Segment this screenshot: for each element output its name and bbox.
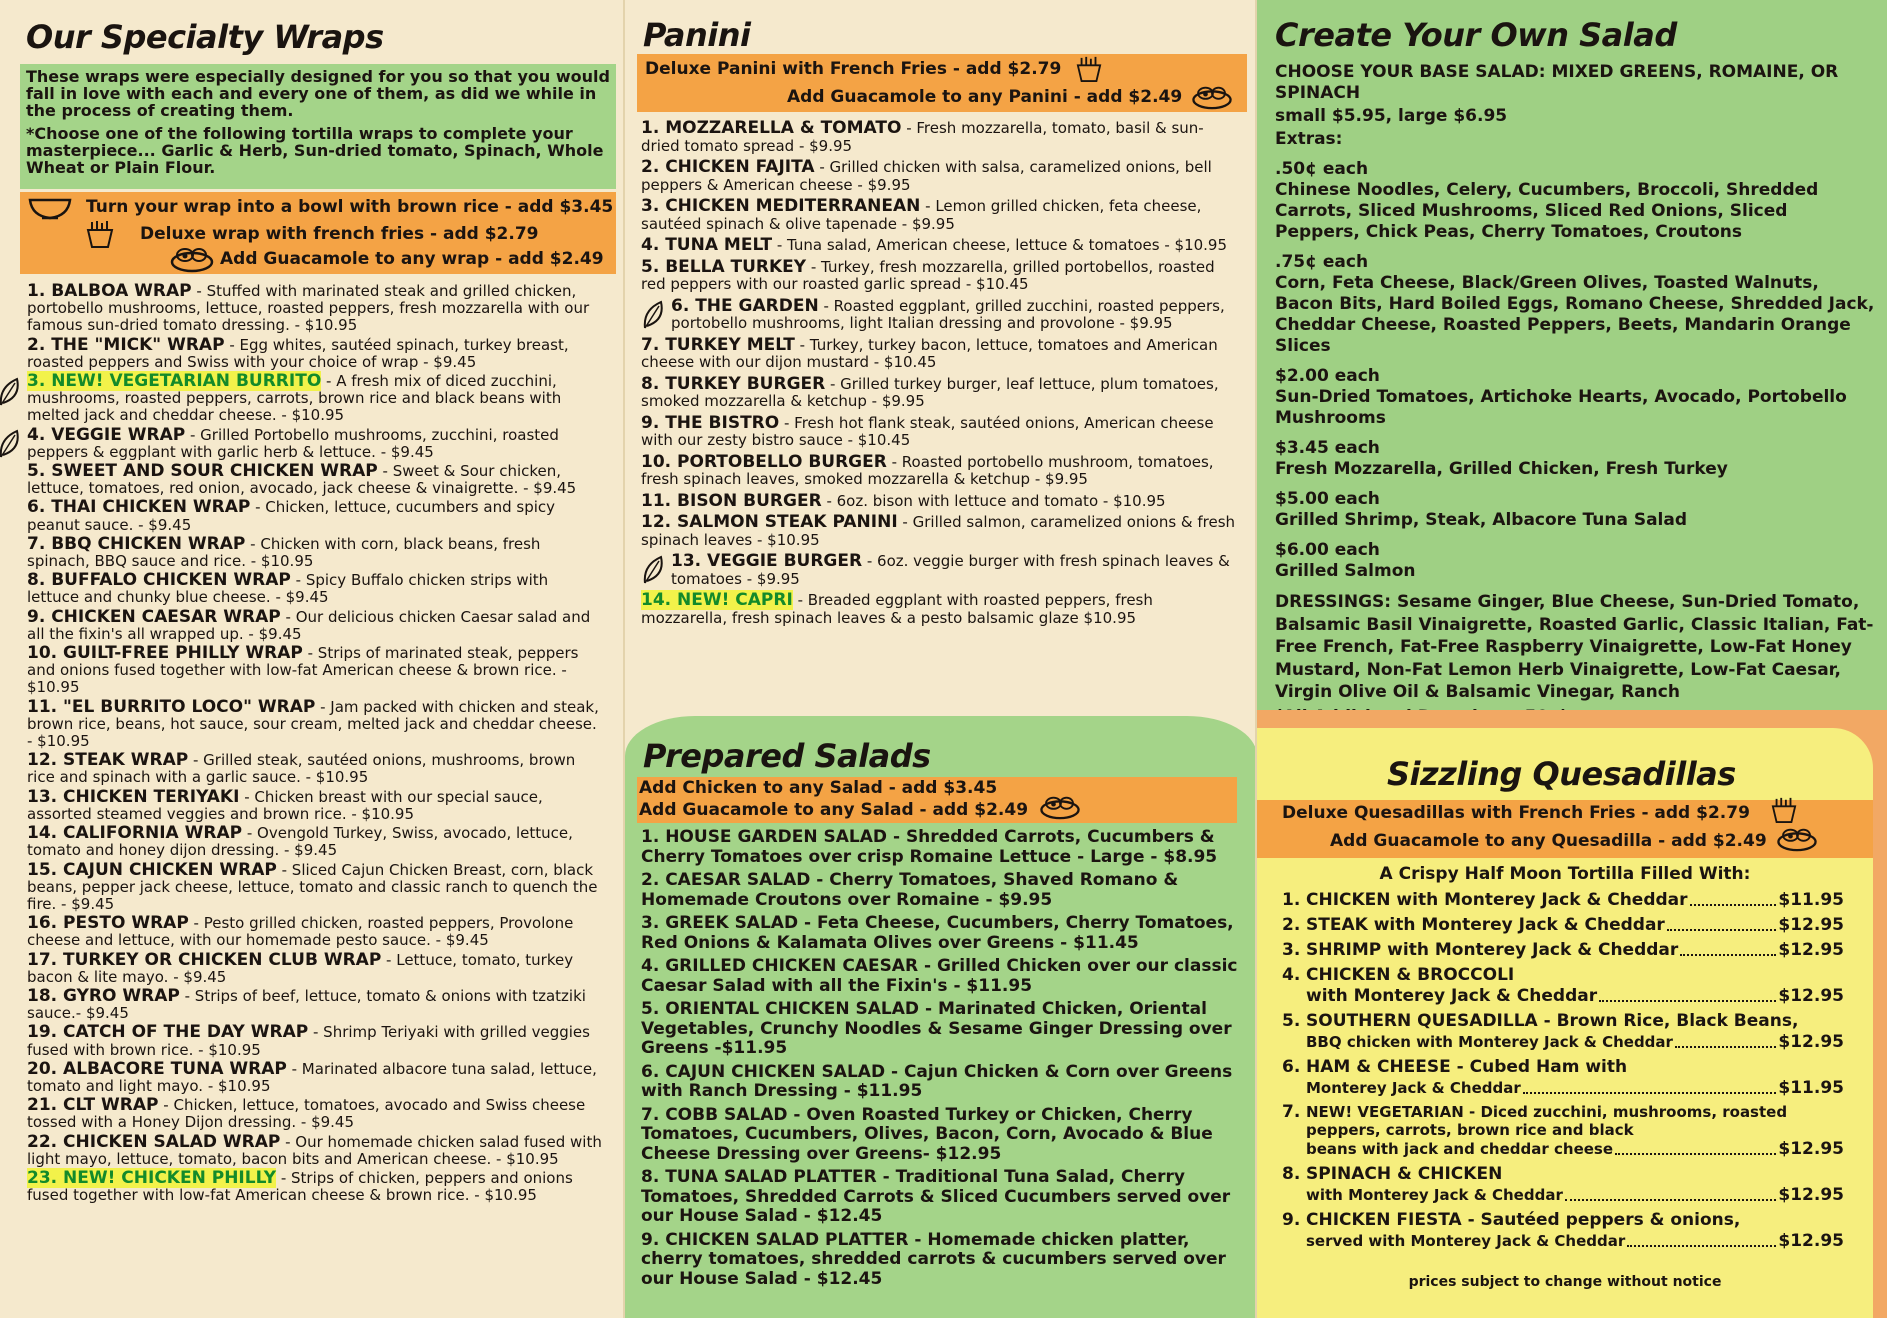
extras-items: Grilled Shrimp, Steak, Albacore Tuna Salad <box>1275 510 1688 530</box>
extras-price: .75¢ each <box>1275 252 1369 272</box>
wraps-addon-bar <box>20 192 616 274</box>
price-disclaimer: prices subject to change without notice <box>1408 1274 1722 1290</box>
list-item: 7. BBQ CHICKEN WRAP - Chicken with corn, black beans, fresh spinach, BBQ sauce and rice. - $10.95 <box>27 533 541 571</box>
list-item: 6. THE GARDEN - Roasted eggplant, grilled zucchini, roasted peppers, portobello mushrooms, light Italian dressing and provolone - $9.95 <box>641 298 1241 333</box>
list-item: 8. TUNA SALAD PLATTER - Traditional Tuna Salad, Cherry Tomatoes, Shredded Carrots & Sliced Cucumbers served over our House Salad - $12.45 <box>641 1167 1231 1226</box>
list-item: 12. STEAK WRAP - Grilled steak, sautéed onions, mushrooms, brown rice and spinach with a garlic sauce. - $10.95 <box>27 750 576 787</box>
base-salad-choice: CHOOSE YOUR BASE SALAD: MIXED GREENS, ROMAINE, OR SPINACH <box>1275 62 1839 103</box>
list-item: 5. SOUTHERN QUESADILLA - Brown Rice, Black Beans, BBQ chicken with Monterey Jack & Cheddar $12.95 <box>1282 1011 1844 1052</box>
list-item: 1. MOZZARELLA & TOMATO - Fresh mozzarella, tomato, basil & sun-dried tomato spread - $9.95 <box>641 118 1204 155</box>
quesadilla-addon-2-row <box>1330 830 1819 852</box>
list-item: 2. STEAK with Monterey Jack & Cheddar $12.95 <box>1282 915 1844 935</box>
extras-price: $2.00 each <box>1275 366 1380 386</box>
create-salad-title: Create Your Own Salad <box>1275 16 1677 54</box>
list-item: 4. TUNA MELT - Tuna salad, American cheese, lettuce & tomatoes - $10.95 <box>641 235 1228 255</box>
list-item: 20. ALBACORE TUNA WRAP - Marinated albacore tuna salad, lettuce, tomato and light mayo. - $10.95 <box>27 1058 597 1095</box>
guacamole-icon <box>1038 794 1082 820</box>
extras-items: Grilled Salmon <box>1275 561 1416 581</box>
list-item: 6. HAM & CHEESE - Cubed Ham with Monterey Jack & Cheddar $11.95 <box>1282 1057 1844 1098</box>
list-item: 21. CLT WRAP - Chicken, lettuce, tomatoes, avocado and Swiss cheese tossed with a Honey Dijon dressing. - $9.45 <box>27 1095 586 1132</box>
extras-items: Sun-Dried Tomatoes, Artichoke Hearts, Avocado, Portobello Mushrooms <box>1275 387 1847 428</box>
list-item: 9. CHICKEN CAESAR WRAP - Our delicious chicken Caesar salad and all the fixin's all wrapped up. - $9.45 <box>27 606 591 643</box>
list-item: 7. COBB SALAD - Oven Roasted Turkey or Chicken, Cherry Tomatoes, Cucumbers, Olives, Bacon, Corn, Avocado & Blue Cheese Dressing over Greens- $12.95 <box>641 1104 1213 1164</box>
guacamole-icon <box>170 245 214 273</box>
list-item: 2. CAESAR SALAD - Cherry Tomatoes, Shaved Romano & Homemade Croutons over Romaine - $9.95 <box>641 870 1179 910</box>
leaf-icon <box>641 300 665 330</box>
wraps-panel <box>0 0 625 1318</box>
list-item: 1. HOUSE GARDEN SALAD - Shredded Carrots, Cucumbers & Cherry Tomatoes over crisp Romaine Lettuce - Large - $8.95 <box>641 827 1218 867</box>
list-item: 22. CHICKEN SALAD WRAP - Our homemade chicken salad fused with light mayo, lettuce, tomato, bacon bits and American cheese. - $10.95 <box>27 1131 602 1168</box>
prepared-addon-2-row <box>639 800 1082 820</box>
leaf-icon <box>641 555 665 585</box>
list-item: 13. VEGGIE BURGER - 6oz. veggie burger with fresh spinach leaves & tomatoes - $9.95 <box>641 553 1241 588</box>
list-item: 3. NEW! VEGETARIAN BURRITO - A fresh mix of diced zucchini, mushrooms, roasted peppers, carrots, brown rice and black beans with melted jack and cheddar cheese. - $10.95 <box>0 373 605 425</box>
panini-addon-2-row <box>787 84 1234 110</box>
extras-price: $5.00 each <box>1275 489 1380 509</box>
list-item: 13. CHICKEN TERIYAKI - Chicken breast with our special sauce, assorted steamed veggies and brown rice. - $10.95 <box>27 786 543 823</box>
list-item: 4. VEGGIE WRAP - Grilled Portobello mushrooms, zucchini, roasted peppers & eggplant with garlic herb & lettuce. - $9.45 <box>0 427 605 461</box>
leaf-icon <box>0 377 21 407</box>
list-item: 4. GRILLED CHICKEN CAESAR - Grilled Chicken over our classic Caesar Salad with all the Fixin's - $11.95 <box>641 956 1238 996</box>
list-item: 5. BELLA TURKEY - Turkey, fresh mozzarella, grilled portobellos, roasted red peppers with our roasted garlic spread - $10.45 <box>641 256 1215 293</box>
list-item: 6. THAI CHICKEN WRAP - Chicken, lettuce, cucumbers and spicy peanut sauce. - $9.45 <box>27 497 556 534</box>
list-item: 9. CHICKEN FIESTA - Sautéed peppers & onions, served with Monterey Jack & Cheddar $12.95 <box>1282 1210 1844 1251</box>
list-item: 9. CHICKEN SALAD PLATTER - Homemade chicken platter, cherry tomatoes, shredded carrots & cucumbers served over our House Salad - $12.45 <box>641 1229 1226 1289</box>
extras-items: Fresh Mozzarella, Grilled Chicken, Fresh Turkey <box>1275 459 1728 479</box>
list-item: 1. CHICKEN with Monterey Jack & Cheddar $11.95 <box>1282 890 1844 910</box>
prepared-addon-bar <box>637 777 1237 823</box>
prepared-addon-1: Add Chicken to any Salad - add $3.45 <box>639 778 998 798</box>
list-item: 7. NEW! VEGETARIAN - Diced zucchini, mushrooms, roasted peppers, carrots, brown rice and black beans with jack and cheddar cheese $12.95 <box>1282 1102 1844 1159</box>
quesadilla-addon-2: Add Guacamole to any Quesadilla - add $2.49 <box>1330 831 1767 851</box>
french-fries-icon <box>1764 797 1804 823</box>
list-item: 8. SPINACH & CHICKEN with Monterey Jack & Cheddar $12.95 <box>1282 1164 1844 1205</box>
guacamole-icon <box>1775 826 1819 852</box>
panini-addon-2: Add Guacamole to any Panini - add $2.49 <box>787 87 1183 107</box>
list-item: 15. CAJUN CHICKEN WRAP - Sliced Cajun Chicken Breast, corn, black beans, pepper jack cheese, lettuce, tomato and classic ranch to quench the fire. - $9.45 <box>27 859 598 913</box>
list-item: 9. THE BISTRO - Fresh hot flank steak, sautéed onions, American cheese with our zesty bistro sauce - $10.45 <box>641 412 1214 449</box>
wraps-intro: These wraps were especially designed for you so that you would fall in love with each and every one of them, as did we while in the process of creating them. <box>26 67 610 120</box>
list-item: 7. TURKEY MELT - Turkey, turkey bacon, lettuce, tomatoes and American cheese with our dijon mustard - $10.45 <box>641 334 1218 371</box>
wraps-addon-3-row <box>170 245 604 273</box>
wraps-list <box>27 283 605 1206</box>
create-salad-content <box>1275 62 1875 728</box>
list-item: 8. BUFFALO CHICKEN WRAP - Spicy Buffalo chicken strips with lettuce and chunky blue cheese. - $9.45 <box>27 570 549 607</box>
wraps-addon-2: Deluxe wrap with french fries - add $2.79 <box>140 224 539 244</box>
dressings-list: DRESSINGS: Sesame Ginger, Blue Cheese, Sun-Dried Tomato, Balsamic Basil Vinaigrette, Roasted Garlic, Classic Italian, Fat-Free French, Fat-Free Raspberry Vinaigrette, Low-Fat Honey Mustard, Non-Fat Lemon Herb Vinaigrette, Low-Fat Caesar, Virgin Olive Oil & Balsamic Vinegar, Ranch <box>1275 592 1874 702</box>
panini-title: Panini <box>643 16 751 54</box>
list-item: 2. THE "MICK" WRAP - Egg whites, sautéed spinach, turkey breast, roasted peppers and Swiss with your choice of wrap - $9.45 <box>27 334 569 371</box>
prepared-addon-2: Add Guacamole to any Salad - add $2.49 <box>639 800 1029 820</box>
wraps-addon-3: Add Guacamole to any wrap - add $2.49 <box>220 249 604 269</box>
list-item: 10. PORTOBELLO BURGER - Roasted portobello mushroom, tomatoes, fresh spinach leaves, smoked mozzarella & ketchup - $9.95 <box>641 451 1214 488</box>
list-item: 3. GREEK SALAD - Feta Cheese, Cucumbers, Cherry Tomatoes, Red Onions & Kalamata Olives over Greens - $11.45 <box>641 913 1234 953</box>
leaf-icon <box>0 429 21 459</box>
prepared-salads-list <box>641 828 1246 1291</box>
salad-sizes: small $5.95, large $6.95 <box>1275 106 1508 126</box>
list-item: 18. GYRO WRAP - Strips of beef, lettuce, tomato & onions with tzatziki sauce.- $9.45 <box>27 985 586 1023</box>
list-item: 8. TURKEY BURGER - Grilled turkey burger, leaf lettuce, plum tomatoes, smoked mozzarella & ketchup - $9.95 <box>641 373 1219 410</box>
list-item: 14. CALIFORNIA WRAP - Ovengold Turkey, Swiss, avocado, lettuce, tomato and honey dijon dressing. - $9.45 <box>27 823 573 860</box>
list-item: 10. GUILT-FREE PHILLY WRAP - Strips of marinated steak, peppers and onions fused together with low-fat American cheese & brown rice. - $10.95 <box>27 643 579 697</box>
list-item: 4. CHICKEN & BROCCOLI with Monterey Jack & Cheddar $12.95 <box>1282 965 1844 1006</box>
quesadilla-subtitle: A Crispy Half Moon Tortilla Filled With: <box>1379 864 1751 884</box>
guacamole-icon <box>1190 84 1234 110</box>
quesadilla-addon-1-row <box>1282 803 1804 823</box>
panini-addon-1-row <box>645 56 1109 82</box>
bowl-icon <box>28 194 72 220</box>
extras-price: $3.45 each <box>1275 438 1380 458</box>
wraps-addon-2-row <box>80 220 538 248</box>
panini-addon-1: Deluxe Panini with French Fries - add $2.79 <box>645 59 1062 79</box>
prepared-salads-title: Prepared Salads <box>643 737 931 775</box>
list-item: 2. CHICKEN FAJITA - Grilled chicken with salsa, caramelized onions, bell peppers & American cheese - $9.95 <box>641 157 1212 194</box>
list-item: 5. ORIENTAL CHICKEN SALAD - Marinated Chicken, Oriental Vegetables, Crunchy Noodles & Sesame Ginger Dressing over Greens -$11.95 <box>641 999 1232 1058</box>
wraps-addon-1-row <box>28 194 613 220</box>
list-item: 12. SALMON STEAK PANINI - Grilled salmon, caramelized onions & fresh spinach leaves - $10.95 <box>641 512 1236 549</box>
list-item: 3. CHICKEN MEDITERRANEAN - Lemon grilled chicken, feta cheese, sautéed spinach & olive tapenade - $9.95 <box>641 196 1202 233</box>
panini-list <box>641 120 1241 629</box>
wraps-choose-note: *Choose one of the following tortilla wraps to complete your masterpiece... Garlic & Herb, Sun-dried tomato, Spinach, Whole Wheat or Plain Flour. <box>26 124 604 177</box>
quesadilla-addon-bar <box>1257 800 1873 858</box>
panini-salads-panel <box>625 0 1257 1318</box>
list-item: 11. "EL BURRITO LOCO" WRAP - Jam packed with chicken and steak, brown rice, beans, hot sauce, sour cream, melted jack and cheddar cheese. - $10.95 <box>27 696 599 751</box>
wraps-intro-block <box>20 64 616 189</box>
list-item: 1. BALBOA WRAP - Stuffed with marinated steak and grilled chicken, portobello mushrooms, lettuce, roasted peppers, fresh mozzarella with our famous sun-dried tomato dressing. - $10.95 <box>27 281 590 335</box>
french-fries-icon <box>80 220 120 248</box>
french-fries-icon <box>1069 56 1109 82</box>
quesadillas-title: Sizzling Quesadillas <box>1387 755 1736 793</box>
extras-price: $6.00 each <box>1275 540 1380 560</box>
extras-items: Chinese Noodles, Celery, Cucumbers, Broccoli, Shredded Carrots, Sliced Mushrooms, Sliced Red Onions, Sliced Peppers, Chick Peas, Cherry Tomatoes, Croutons <box>1275 180 1819 242</box>
list-item: 19. CATCH OF THE DAY WRAP - Shrimp Teriyaki with grilled veggies fused with brown rice. - $10.95 <box>27 1022 590 1059</box>
list-item: 23. NEW! CHICKEN PHILLY - Strips of chicken, peppers and onions fused together with low-fat American cheese & brown rice. - $10.95 <box>27 1167 573 1205</box>
list-item: 6. CAJUN CHICKEN SALAD - Cajun Chicken & Corn over Greens with Ranch Dressing - $11.95 <box>641 1061 1233 1101</box>
extras-price: .50¢ each <box>1275 159 1369 179</box>
quesadilla-list <box>1282 890 1844 1252</box>
extras-items: Corn, Feta Cheese, Black/Green Olives, Toasted Walnuts, Bacon Bits, Hard Boiled Eggs, Romano Cheese, Shredded Jack, Cheddar Cheese, Roasted Peppers, Beets, Mandarin Orange Slices <box>1275 273 1875 356</box>
list-item: 16. PESTO WRAP - Pesto grilled chicken, roasted peppers, Provolone cheese and lettuce, with our homemade pesto sauce. - $9.45 <box>27 913 574 950</box>
quesadilla-addon-1: Deluxe Quesadillas with French Fries - add $2.79 <box>1282 803 1750 823</box>
list-item: 11. BISON BURGER - 6oz. bison with lettuce and tomato - $10.95 <box>641 490 1166 511</box>
wraps-title: Our Specialty Wraps <box>26 18 384 56</box>
create-salad-quesadilla-panel <box>1257 0 1887 1318</box>
panini-addon-bar <box>637 54 1247 112</box>
list-item: 3. SHRIMP with Monterey Jack & Cheddar $12.95 <box>1282 940 1844 960</box>
list-item: 17. TURKEY OR CHICKEN CLUB WRAP - Lettuce, tomato, turkey bacon & lite mayo. - $9.45 <box>27 949 574 986</box>
list-item: 14. NEW! CAPRI - Breaded eggplant with roasted peppers, fresh mozzarella, fresh spinach leaves & a pesto balsamic glaze $10.95 <box>641 590 1153 627</box>
list-item: 5. SWEET AND SOUR CHICKEN WRAP - Sweet & Sour chicken, lettuce, tomatoes, red onion, avocado, jack cheese & vinaigrette. - $9.45 <box>27 461 577 498</box>
extras-label: Extras: <box>1275 129 1343 149</box>
wraps-addon-1: Turn your wrap into a bowl with brown rice - add $3.45 <box>86 197 614 217</box>
